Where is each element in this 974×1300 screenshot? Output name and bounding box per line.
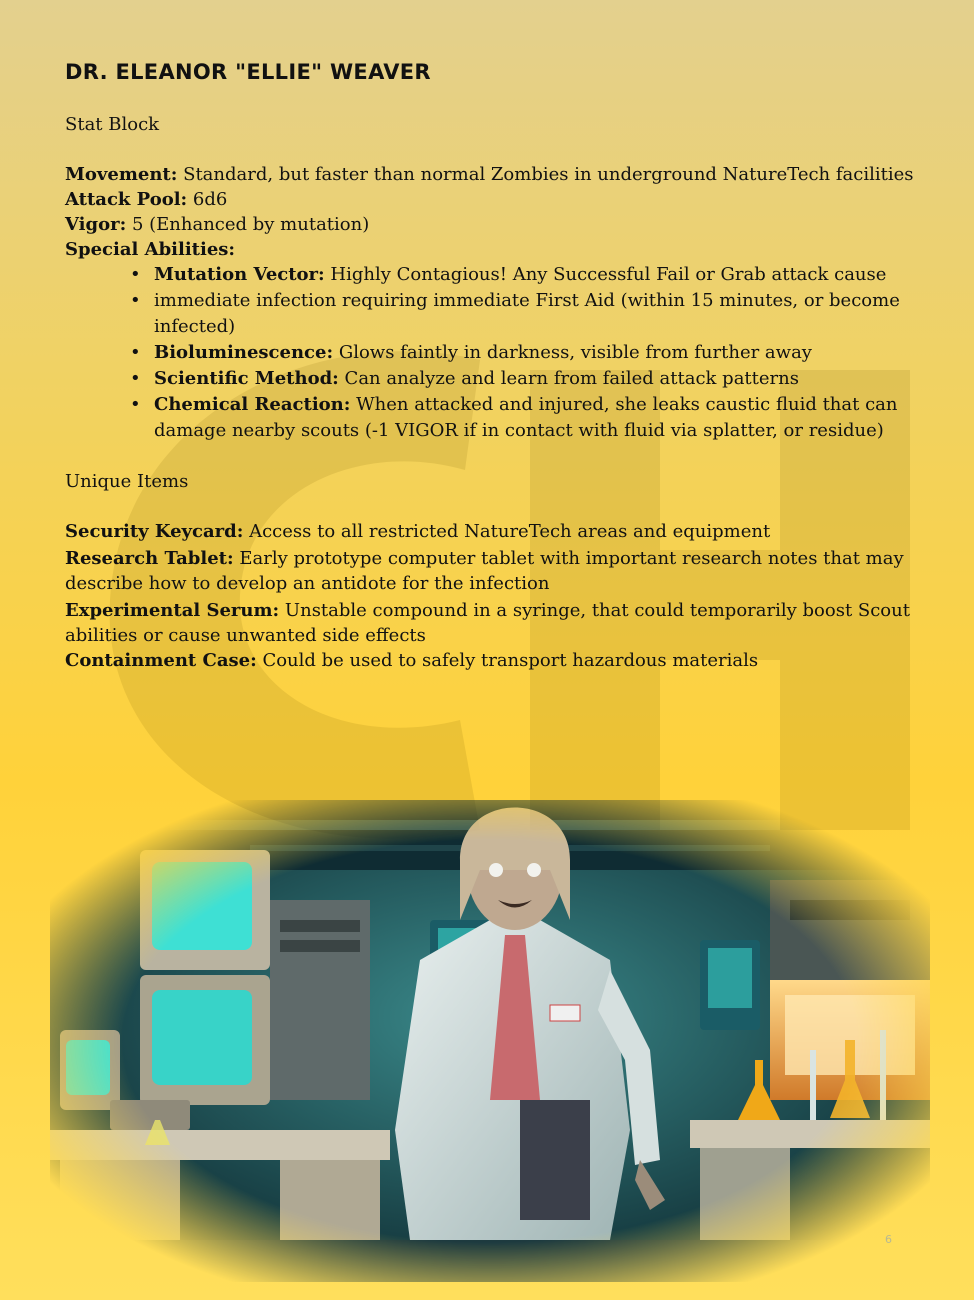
item-label: Containment Case: — [65, 650, 257, 671]
item-line — [65, 546, 925, 596]
ability-label: Scientific Method: — [154, 368, 339, 389]
list-item — [154, 366, 925, 392]
item-text: Could be used to safely transport hazardous materials — [256, 650, 759, 671]
item-line — [65, 648, 925, 673]
list-item — [154, 340, 925, 366]
ability-text: immediate infection requiring immediate First Aid (within 15 minutes, or become infected) — [154, 290, 900, 337]
ability-text: Highly Contagious! Any Successful Fail or Grab attack cause — [324, 264, 887, 285]
movement-line — [65, 162, 925, 187]
zombie-scientist-illustration — [50, 800, 930, 1282]
page-number: 6 — [885, 1233, 892, 1246]
unique-items-heading: Unique Items — [65, 471, 189, 492]
character-sheet — [65, 60, 925, 673]
vigor-line — [65, 212, 925, 237]
special-abilities-label: Special Abilities: — [65, 239, 236, 260]
movement-value: Standard, but faster than normal Zombies in underground NatureTech facilities — [177, 164, 914, 185]
attack-pool-label: Attack Pool: — [65, 189, 188, 210]
list-item — [154, 392, 925, 444]
list-item — [154, 288, 925, 340]
item-text: Early prototype computer tablet with important research notes that may describe how to develop an antidote for the infection — [65, 548, 904, 594]
item-label: Experimental Serum: — [65, 600, 280, 621]
item-label: Research Tablet: — [65, 548, 234, 569]
abilities-list — [65, 262, 925, 444]
attack-pool-line — [65, 187, 925, 212]
ability-text: When attacked and injured, she leaks caustic fluid that can damage nearby scouts (-1 VIGOR if in contact with fluid via splatter, or residue) — [154, 394, 898, 441]
item-text: Unstable compound in a syringe, that could temporarily boost Scout abilities or cause unwanted side effects — [65, 600, 910, 646]
vigor-label: Vigor: — [65, 214, 127, 235]
item-line — [65, 519, 925, 544]
ability-label: Mutation Vector: — [154, 264, 325, 285]
movement-label: Movement: — [65, 164, 178, 185]
item-label: Security Keycard: — [65, 521, 244, 542]
vigor-value: 5 (Enhanced by mutation) — [126, 214, 370, 235]
item-line — [65, 598, 925, 648]
item-text: Access to all restricted NatureTech areas and equipment — [243, 521, 771, 542]
attack-pool-value: 6d6 — [187, 189, 228, 210]
ability-label: Bioluminescence: — [154, 342, 334, 363]
ability-label: Chemical Reaction: — [154, 394, 351, 415]
stat-block-heading: Stat Block — [65, 114, 160, 135]
list-item — [154, 262, 925, 288]
ability-text: Glows faintly in darkness, visible from further away — [333, 342, 812, 363]
character-name: DR. ELEANOR "ELLIE" WEAVER — [65, 60, 431, 84]
ability-text: Can analyze and learn from failed attack patterns — [338, 368, 799, 389]
